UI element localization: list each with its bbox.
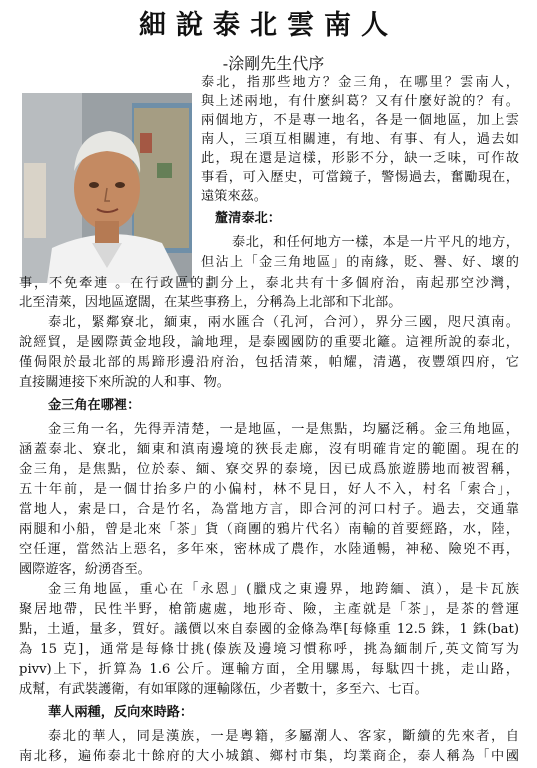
text-line: 泰北，和任何地方一樣，本是一片平凡的地方， — [232, 235, 519, 250]
text-line: 成幫，有武裝護衛，有如軍隊的運輸隊伍，少者數十，多至六、七百。 — [19, 682, 428, 697]
text-line: 說經貿，是國際黃金地段，論地理，是泰國國防的重要北籬。這裡所說的泰北， — [19, 335, 519, 350]
text-line: 泰北，指那些地方？金三角，在哪里？雲南人， — [201, 75, 519, 90]
text-line: 直接關連接下來所說的人和事、物。 — [19, 375, 230, 390]
text-line: 遠策來茲。 — [201, 189, 267, 204]
text-line: 南北移，遍佈泰北十餘府的大小城鎮、鄉村市集，均業商企，泰人稱為「中國 — [19, 749, 519, 764]
text-line: 聚居地帶，民性半野，槍箭處處，地形奇、險，主產就是「茶」，是茶的營運 — [19, 602, 519, 617]
text-line: 但沾上「金三角地區」的南緣，貶、譽、好、壞的 — [201, 255, 519, 270]
section-heading: 釐清泰北： — [215, 211, 281, 226]
subtitle-author-preface: -涂剛先生代序 — [222, 54, 325, 73]
text-line: 與上述兩地，有什麼糾葛？又有什麼好說的？有。 — [201, 94, 519, 109]
page-title: 細說泰北雲南人 — [139, 10, 398, 41]
text-line: 五十年前，是一個廿抬多户的小偏村，林不見日，好人不入，村名「索合」， — [19, 482, 519, 497]
text-line: 金三角一名，先得弄清楚，一是地區，一是焦點，均屬泛稱。金三角地區， — [48, 422, 519, 437]
text-line: 兩腿和小船，曾是北來「茶」貨（商團的鴉片代名）南輸的首要經路，水，陸， — [19, 522, 519, 537]
text-line: 涵蓋泰北、寮北，緬東和滇南邊境的狹長走廊，沒有明確肯定的範圍。現在的 — [19, 442, 519, 457]
text-line: 金三角，是焦點，位於泰、緬、寮交界的泰境，因已成爲旅遊勝地而被習稱， — [19, 462, 519, 477]
text-line: 僅侷限於最北部的馬蹄形邊沿府治，包括清萊，帕耀，清邁，夜豐頌四府，它 — [19, 355, 519, 370]
text-line: 空任運，當然沾上惡名，多年來，密林成了農作，水陸通暢，神秘、險兇不再， — [19, 542, 519, 557]
text-line: 金三角地區，重心在「永恩」(臘戍之東邊界，地跨緬、滇），是卡瓦族 — [48, 582, 519, 597]
text-line: 泰北，緊鄰寮北，緬東，兩水匯合（孔河，合河），界分三國，咫尺滇南。 — [48, 315, 519, 330]
text-line: 事，不免牽連 。在行政區的劃分上，泰北共有十多個府治，南起那空沙灣， — [19, 276, 519, 291]
text-line: 南人，三項互相關連，有地、有事、有人，過去如 — [201, 132, 519, 147]
text-line: 北至清萊，因地區遼闊，在某些事務上，分稱為上北部和下北部。 — [19, 295, 402, 310]
text-line: 此，現在還是這樣，形影不分，缺一乏味，可作故 — [201, 151, 519, 166]
text-line: 泰北的華人，同是漢族，一是粵籍，多屬潮人、客家，斷續的先來者，自 — [48, 729, 519, 744]
text-line: 兩個地方，不是專一地名，各是一個地區，加上雲 — [201, 113, 519, 128]
text-line: 點，土遁，量多，質好。議價以來自泰國的金條為準[每條重 12.5 銖，1 銖(bat) — [19, 622, 519, 637]
section-heading: 華人兩種，反向來時路： — [48, 705, 194, 720]
text-line: 為 15 克]，通常是每條廿挑(傣族及邊境习慣称呼，挑為緬制斤,英文简写为 — [19, 642, 519, 657]
section-heading: 金三角在哪裡： — [48, 398, 141, 413]
text-line: 當地人，索是口，合是竹名，為當地方言，即合河的河口村子。過去，交通靠 — [19, 502, 519, 517]
portrait-photo — [22, 93, 192, 283]
text-line: 事看，可入歷史，可當鏡子，警惕過去，奮勵現在， — [201, 170, 519, 185]
text-line: pivv)上下，折算為 1.6 公斤。運輸方面，全用騾馬，每駄四十挑，走山路， — [19, 662, 519, 677]
portrait-illustration — [22, 93, 192, 283]
text-line: 國際遊客，紛湧沓至。 — [19, 562, 151, 577]
